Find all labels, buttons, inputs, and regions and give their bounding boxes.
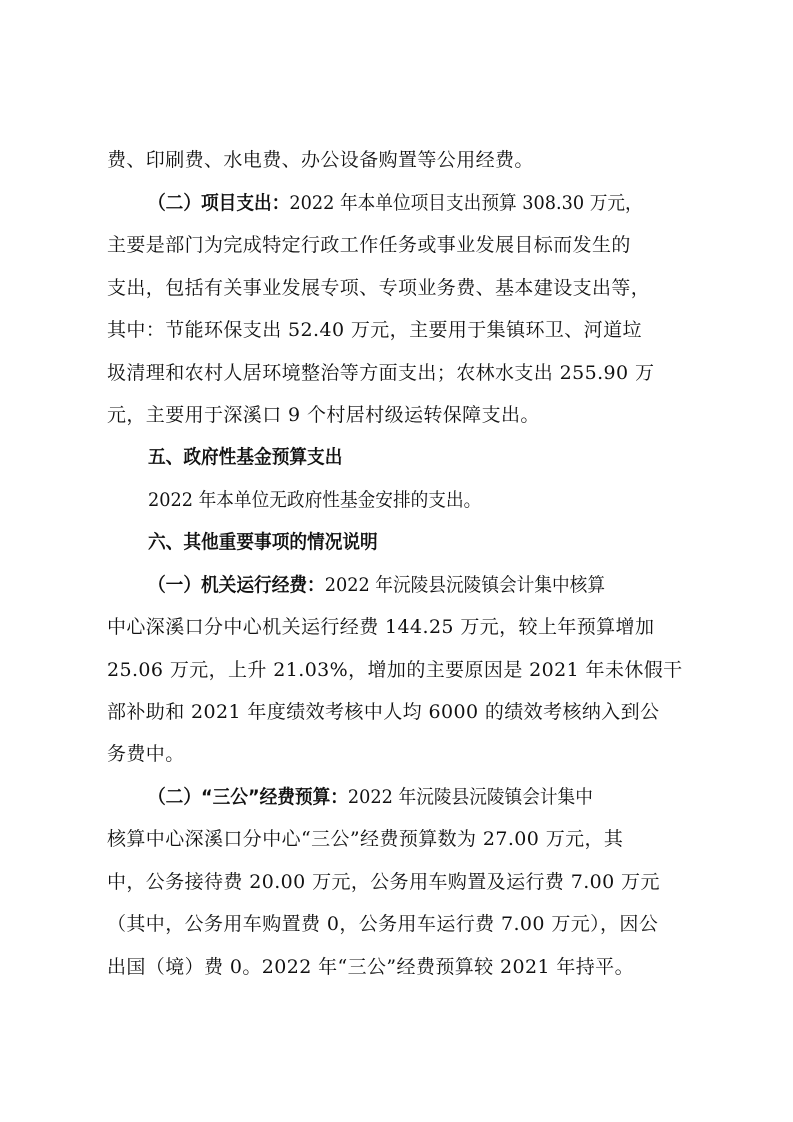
paragraph-line	[107, 361, 693, 385]
paragraph-line	[107, 658, 693, 682]
paragraph-line	[107, 700, 693, 724]
paragraph-line	[107, 233, 693, 257]
paragraph-line	[107, 276, 693, 300]
paragraph-line	[107, 148, 693, 172]
line-text: （其中，公务用车购置费 0，公务用车运行费 7.00 万元），因公	[107, 913, 659, 935]
paragraph-line	[107, 742, 693, 766]
paragraph-line	[148, 785, 693, 809]
line-text: 中，公务接待费 20.00 万元，公务用车购置及运行费 7.00 万元	[107, 871, 660, 893]
line-text: 其中：节能环保支出 52.40 万元，主要用于集镇环卫、河道垃	[107, 319, 642, 341]
line-text: 元，主要用于深溪口 9 个村居村级运转保障支出。	[107, 404, 540, 426]
line-text: 2022 年本单位无政府性基金安排的支出。	[148, 489, 482, 511]
line-text: 部补助和 2021 年度绩效考核中人均 6000 的绩效考核纳入到公	[107, 701, 660, 723]
paragraph-line	[107, 912, 693, 936]
line-text: 支出，包括有关事业发展专项、专项业务费、基本建设支出等，	[107, 277, 651, 299]
line-text: 2022 年沅陵县沅陵镇会计集中	[347, 786, 593, 808]
paragraph-line	[148, 573, 693, 597]
line-text: 2022 年沅陵县沅陵镇会计集中核算	[324, 574, 606, 596]
paragraph-line	[107, 615, 693, 639]
section-heading: （一）机关运行经费：	[148, 574, 325, 596]
line-text: 圾清理和农村人居环境整治等方面支出；农林水支出 255.90 万	[107, 362, 655, 384]
line-text: 出国（境）费 0。2022 年“三公”经费预算较 2021 年持平。	[107, 956, 634, 978]
section-heading: 六、其他重要事项的情况说明	[148, 531, 378, 553]
section-heading: （二）“三公”经费预算：	[148, 786, 348, 808]
line-text: 核算中心深溪口分中心“三公”经费预算数为 27.00 万元，其	[107, 828, 624, 850]
paragraph-line	[148, 488, 693, 512]
line-text: 主要是部门为完成特定行政工作任务或事业发展目标而发生的	[107, 234, 631, 256]
paragraph-line	[107, 403, 693, 427]
paragraph-line	[107, 870, 693, 894]
paragraph-line	[107, 827, 693, 851]
paragraph-line	[148, 191, 693, 215]
line-text: 中心深溪口分中心机关运行经费 144.25 万元，较上年预算增加	[107, 616, 655, 638]
section-heading: 五、政府性基金预算支出	[148, 446, 343, 468]
line-text: 务费中。	[107, 743, 185, 765]
line-text: 费、印刷费、水电费、办公设备购置等公用经费。	[107, 149, 534, 171]
section-heading: （二）项目支出：	[148, 192, 290, 214]
paragraph-line	[107, 955, 693, 979]
paragraph-line	[148, 445, 693, 469]
line-text: 25.06 万元，上升 21.03%，增加的主要原因是 2021 年未休假干	[107, 659, 683, 681]
paragraph-line	[107, 318, 693, 342]
paragraph-line	[148, 530, 693, 554]
line-text: 2022 年本单位项目支出预算 308.30 万元，	[289, 192, 643, 214]
